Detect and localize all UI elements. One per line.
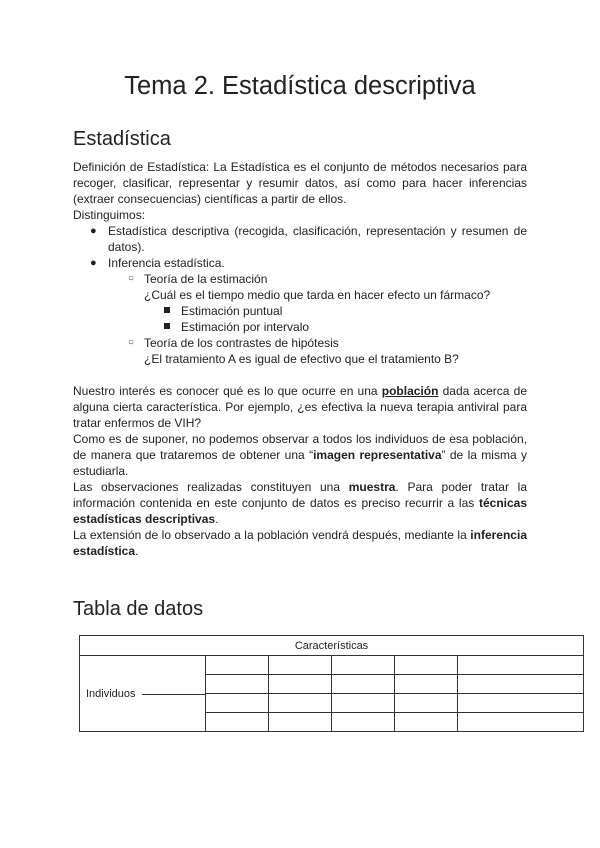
- table-cell: [458, 713, 584, 732]
- example-question: ¿El tratamiento A es igual de efectivo que el tratamiento B?: [144, 352, 459, 366]
- paragraph-muestra: Las observaciones realizadas constituyen una muestra. Para poder tratar la información contenida en este conjunto de datos es preciso recurrir a las técnicas estadísticas descriptivas.: [73, 480, 527, 526]
- sub-list-item: [73, 271, 527, 303]
- page-title: Tema 2. Estadística descriptiva: [124, 72, 476, 100]
- table-cell: [206, 694, 269, 713]
- square-bullet-icon: [164, 323, 170, 329]
- sub-list-item-text: Teoría de los contrastes de hipótesis: [144, 336, 339, 350]
- table-cell: [395, 713, 458, 732]
- table-cell: [206, 656, 269, 675]
- keyword-tecnicas: técnicas estadísticas descriptivas: [73, 496, 527, 526]
- list-item-text: Inferencia estadística.: [108, 256, 225, 270]
- row-label-individuos: Individuos: [86, 687, 136, 700]
- table-cell: [332, 713, 395, 732]
- table-cell: [269, 656, 332, 675]
- table-header-caracteristicas: Características: [80, 636, 584, 656]
- table-cell: [206, 713, 269, 732]
- keyword-imagen-representativa: imagen representativa: [313, 448, 442, 462]
- hollow-bullet-icon: ○: [128, 273, 135, 284]
- table-cell: [269, 713, 332, 732]
- list-item: [73, 255, 527, 271]
- table-cell: [332, 675, 395, 694]
- main-list: [73, 223, 527, 367]
- table-cell: [395, 675, 458, 694]
- table-cell: [458, 694, 584, 713]
- keyword-poblacion: población: [381, 384, 439, 398]
- sub-list-item: [73, 335, 527, 367]
- sub-sub-list-item: [73, 319, 527, 335]
- list-item: [73, 223, 527, 255]
- section-heading-tabla: Tabla de datos: [73, 598, 204, 620]
- table-cell: [395, 656, 458, 675]
- distinguimos-label: Distinguimos:: [73, 208, 146, 222]
- sub-sub-list-item-text: Estimación por intervalo: [181, 320, 310, 334]
- sub-list-item-text: Teoría de la estimación: [144, 272, 268, 286]
- table-cell: [395, 694, 458, 713]
- section-body: [73, 159, 527, 559]
- row-label-cell: [80, 656, 206, 732]
- sub-sub-list-item: [73, 303, 527, 319]
- hollow-bullet-icon: ○: [128, 337, 135, 348]
- paragraph-poblacion: Nuestro interés es conocer qué es lo que ocurre en una población dada acerca de alguna cierta característica. Por ejemplo, ¿es efectiva la nueva terapia antiviral para tratar enfermos de VIH?: [73, 384, 528, 430]
- sub-sub-list-item-text: Estimación puntual: [181, 304, 283, 318]
- bullet-icon: ●: [90, 257, 97, 269]
- definition-paragraph: Definición de Estadística: La Estadística es el conjunto de métodos necesarios para recoger, clasificar, representar y resumir datos, así como para hacer inferencias (extraer consecuencias) científicas a partir de ellos.: [73, 160, 527, 206]
- table-cell: [206, 675, 269, 694]
- table-cell: [458, 675, 584, 694]
- table-cell: [332, 694, 395, 713]
- bullet-icon: ●: [90, 225, 97, 237]
- keyword-muestra: muestra: [348, 480, 396, 494]
- section-heading-estadistica: Estadística: [73, 128, 171, 150]
- table-cell: [269, 675, 332, 694]
- keyword-inferencia: inferencia estadística: [73, 528, 527, 558]
- paragraph-inferencia: La extensión de lo observado a la población vendrá después, mediante la inferencia estadística.: [73, 528, 527, 558]
- table-cell: [269, 694, 332, 713]
- data-table: [79, 635, 521, 727]
- table-cell: [458, 656, 584, 675]
- list-item-text: Estadística descriptiva (recogida, clasificación, representación y resumen de datos).: [108, 224, 527, 254]
- table-row: [80, 656, 584, 675]
- table-cell: [332, 656, 395, 675]
- square-bullet-icon: [164, 307, 170, 313]
- paragraph-imagen: Como es de suponer, no podemos observar a todos los individuos de esa población, de manera que trataremos de obtener una “imagen representativa” de la misma y estudiarla.: [73, 432, 528, 478]
- example-question: ¿Cuál es el tiempo medio que tarda en hacer efecto un fármaco?: [144, 288, 491, 302]
